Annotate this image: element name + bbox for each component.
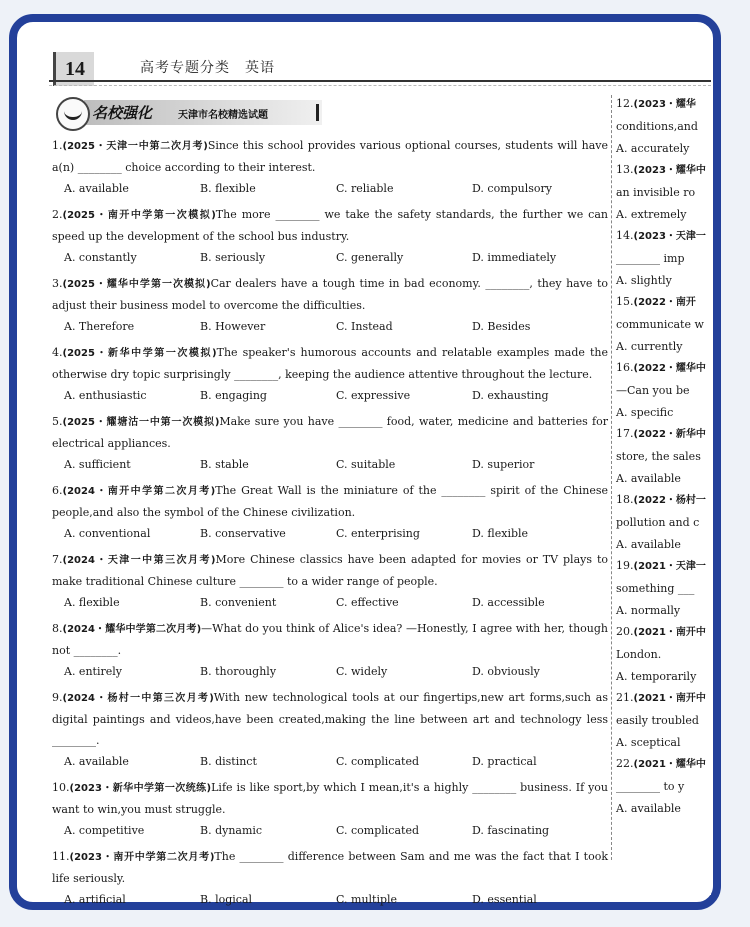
option-b: B. thoroughly xyxy=(200,665,277,678)
question-source: (2023・耀华中 xyxy=(633,165,706,176)
question-item xyxy=(52,777,608,841)
question-number: 8. xyxy=(52,622,63,635)
option-row xyxy=(52,454,608,475)
option-c: C. multiple xyxy=(336,893,398,906)
question-number: 2. xyxy=(52,208,63,221)
option-a: A. conventional xyxy=(64,527,151,540)
option-c: C. reliable xyxy=(336,182,394,195)
book-page xyxy=(33,35,711,906)
question-text: pollution and c xyxy=(616,516,700,529)
question-number: 5. xyxy=(52,415,63,428)
question-stem xyxy=(52,846,608,889)
question-number: 19. xyxy=(616,559,634,572)
question-text: store, the sales xyxy=(616,450,701,463)
option-a: A. flexible xyxy=(64,596,120,609)
question-item xyxy=(616,423,711,489)
option-d: D. immediately xyxy=(472,251,557,264)
option-b: B. stable xyxy=(200,458,249,471)
question-stem xyxy=(52,411,608,454)
question-stem xyxy=(52,135,608,178)
option-a: A. artificial xyxy=(64,893,126,906)
section-title: 名校强化 xyxy=(92,104,153,122)
question-stem xyxy=(52,480,608,523)
option-row xyxy=(52,751,608,772)
question-text: conditions,and xyxy=(616,120,698,133)
option-b: B. logical xyxy=(200,893,253,906)
option-b: B. distinct xyxy=(200,755,257,768)
question-source: (2024・天津一中第三次月考) xyxy=(62,555,216,566)
option-d: D. superior xyxy=(472,458,535,471)
question-source: (2024・杨村一中第三次月考) xyxy=(62,693,214,704)
question-stem xyxy=(52,549,608,592)
question-source: (2025・耀华中学第一次模拟) xyxy=(62,279,211,290)
option-d: D. fascinating xyxy=(472,824,550,837)
option-row xyxy=(52,316,608,337)
question-source: (2022・新华中 xyxy=(633,429,706,440)
option-row xyxy=(52,661,608,682)
question-item xyxy=(52,480,608,544)
left-question-column xyxy=(52,135,608,915)
option-d: D. practical xyxy=(472,755,537,768)
question-item xyxy=(52,411,608,475)
question-item xyxy=(52,273,608,337)
option-a: A. extremely xyxy=(616,208,687,221)
option-a: A. slightly xyxy=(616,274,672,287)
question-number: 4. xyxy=(52,346,63,359)
option-a: A. temporarily xyxy=(616,670,697,683)
question-text: ________ imp xyxy=(616,252,685,265)
option-c: C. suitable xyxy=(336,458,396,471)
option-a: A. specific xyxy=(616,406,674,419)
question-item xyxy=(616,159,711,225)
question-item xyxy=(616,753,711,819)
option-d: D. Besides xyxy=(472,320,531,333)
question-source: (2021・耀华中 xyxy=(633,759,706,770)
option-b: B. However xyxy=(200,320,266,333)
question-text: communicate w xyxy=(616,318,704,331)
question-text: The Great Wall is the miniature of the ________ spirit of the Chinese people,and also the symbol of the Chinese civilization. xyxy=(52,484,608,519)
question-number: 9. xyxy=(52,691,63,704)
question-source: (2025・南开中学第一次模拟) xyxy=(62,210,216,221)
question-source: (2021・南开中 xyxy=(633,693,706,704)
question-item xyxy=(616,93,711,159)
question-text: Make sure you have ________ food, water, medicine and batteries for electrical appliances. xyxy=(52,415,608,450)
header-rule xyxy=(49,80,711,82)
option-a: A. available xyxy=(616,538,681,551)
option-a: A. currently xyxy=(616,340,683,353)
option-row xyxy=(52,889,608,910)
question-source: (2021・南开中 xyxy=(633,627,706,638)
option-a: A. normally xyxy=(616,604,681,617)
page-number: 14 xyxy=(53,52,94,86)
option-c: C. Instead xyxy=(336,320,393,333)
option-d: D. flexible xyxy=(472,527,529,540)
question-text: something ___ xyxy=(616,582,695,595)
question-stem xyxy=(52,204,608,247)
question-number: 20. xyxy=(616,625,634,638)
section-end-bar xyxy=(316,104,319,121)
question-number: 7. xyxy=(52,553,63,566)
question-item xyxy=(616,291,711,357)
question-text: More Chinese classics have been adapted for movies or TV plays to make traditional Chinese culture ________ to a wider range of people. xyxy=(52,553,608,588)
question-item xyxy=(616,555,711,621)
question-source: (2024・南开中学第二次月考) xyxy=(62,486,216,497)
question-text: Since this school provides various optional courses, students will have a(n) ________ choice according to their interest. xyxy=(52,139,608,174)
question-text: The more ________ we take the safety standards, the further we can speed up the development of the school bus industry. xyxy=(52,208,608,243)
question-source: (2025・天津一中第二次月考) xyxy=(62,141,208,152)
option-b: B. convenient xyxy=(200,596,277,609)
option-a: A. available xyxy=(616,472,681,485)
question-text: The ________ difference between Sam and me was the fact that I took life seriously. xyxy=(52,850,608,885)
header-dashed-rule xyxy=(49,85,711,86)
option-row xyxy=(52,820,608,841)
question-source: (2023・耀华 xyxy=(633,99,696,110)
question-number: 11. xyxy=(52,850,70,863)
option-row xyxy=(52,178,608,199)
question-source: (2024・耀华中学第二次月考) xyxy=(62,624,202,635)
option-a: A. available xyxy=(616,802,681,815)
option-row xyxy=(52,523,608,544)
brush-badge-icon xyxy=(56,97,90,131)
question-item xyxy=(616,687,711,753)
question-source: (2021・天津一 xyxy=(633,561,706,572)
option-a: A. entirely xyxy=(64,665,122,678)
option-a: A. competitive xyxy=(64,824,145,837)
running-title: 高考专题分类 英语 xyxy=(140,60,275,76)
question-source: (2023・新华中学第一次统练) xyxy=(69,783,212,794)
question-text: Car dealers have a tough time in bad economy. ________, they have to adjust their business model to overcome the difficulties. xyxy=(52,277,608,312)
question-text: With new technological tools at our fingertips,new art forms,such as digital paintings and videos,have been created,making the line between art and technology less ________. xyxy=(52,691,608,747)
question-item xyxy=(52,687,608,772)
question-source: (2022・杨村一 xyxy=(633,495,706,506)
question-source: (2022・耀华中 xyxy=(633,363,706,374)
question-item xyxy=(52,618,608,682)
question-number: 13. xyxy=(616,163,634,176)
question-item xyxy=(52,204,608,268)
option-a: A. Therefore xyxy=(64,320,135,333)
question-number: 22. xyxy=(616,757,634,770)
option-a: A. enthusiastic xyxy=(64,389,147,402)
question-number: 6. xyxy=(52,484,63,497)
option-c: C. widely xyxy=(336,665,388,678)
question-source: (2023・天津一 xyxy=(633,231,706,242)
question-source: (2025・耀塘沽一中第一次模拟) xyxy=(62,417,220,428)
option-a: A. constantly xyxy=(64,251,137,264)
question-item xyxy=(52,342,608,406)
question-item xyxy=(616,489,711,555)
question-text: an invisible ro xyxy=(616,186,696,199)
option-b: B. engaging xyxy=(200,389,267,402)
question-number: 17. xyxy=(616,427,634,440)
option-c: C. enterprising xyxy=(336,527,420,540)
question-item xyxy=(616,225,711,291)
option-row xyxy=(52,247,608,268)
question-number: 16. xyxy=(616,361,634,374)
question-stem xyxy=(52,342,608,385)
question-item xyxy=(616,621,711,687)
question-stem xyxy=(52,777,608,820)
question-item xyxy=(52,135,608,199)
option-row xyxy=(52,385,608,406)
option-a: A. available xyxy=(64,182,129,195)
column-divider xyxy=(611,95,612,860)
question-number: 21. xyxy=(616,691,634,704)
option-a: A. sceptical xyxy=(616,736,681,749)
question-number: 3. xyxy=(52,277,63,290)
option-d: D. obviously xyxy=(472,665,540,678)
question-source: (2022・南开 xyxy=(633,297,696,308)
question-item xyxy=(52,846,608,910)
option-b: B. conservative xyxy=(200,527,286,540)
right-question-column xyxy=(616,93,711,819)
question-text: easily troubled xyxy=(616,714,699,727)
question-text: —What do you think of Alice's idea? —Honestly, I agree with her, though not ________. xyxy=(52,622,608,657)
option-d: D. compulsory xyxy=(472,182,553,195)
option-c: C. complicated xyxy=(336,824,419,837)
question-number: 10. xyxy=(52,781,70,794)
question-text: London. xyxy=(616,648,662,661)
question-number: 18. xyxy=(616,493,634,506)
section-subtitle: 天津市名校精选试题 xyxy=(178,110,268,121)
option-b: B. seriously xyxy=(200,251,266,264)
option-c: C. generally xyxy=(336,251,404,264)
question-number: 1. xyxy=(52,139,63,152)
question-number: 12. xyxy=(616,97,634,110)
question-number: 14. xyxy=(616,229,634,242)
option-row xyxy=(52,592,608,613)
option-a: A. accurately xyxy=(616,142,690,155)
question-stem xyxy=(52,273,608,316)
option-d: D. accessible xyxy=(472,596,545,609)
question-text: The speaker's humorous accounts and relatable examples made the otherwise dry topic surprisingly ________, keeping the audience attentive throughout the lecture. xyxy=(52,346,608,381)
option-d: D. essential xyxy=(472,893,537,906)
option-a: A. sufficient xyxy=(64,458,131,471)
option-b: B. flexible xyxy=(200,182,256,195)
question-number: 15. xyxy=(616,295,634,308)
option-c: C. expressive xyxy=(336,389,411,402)
question-stem xyxy=(52,687,608,751)
section-heading xyxy=(54,95,322,129)
question-text: —Can you be xyxy=(616,384,690,397)
question-text: Life is like sport,by which I mean,it's a highly ________ business. If you want to win,you must struggle. xyxy=(52,781,608,816)
question-item xyxy=(616,357,711,423)
option-c: C. effective xyxy=(336,596,399,609)
option-a: A. available xyxy=(64,755,129,768)
question-stem xyxy=(52,618,608,661)
question-item xyxy=(52,549,608,613)
option-d: D. exhausting xyxy=(472,389,549,402)
question-text: ________ to y xyxy=(616,780,685,793)
option-b: B. dynamic xyxy=(200,824,263,837)
question-source: (2025・新华中学第一次模拟) xyxy=(62,348,217,359)
option-c: C. complicated xyxy=(336,755,419,768)
question-source: (2023・南开中学第二次月考) xyxy=(69,852,215,863)
